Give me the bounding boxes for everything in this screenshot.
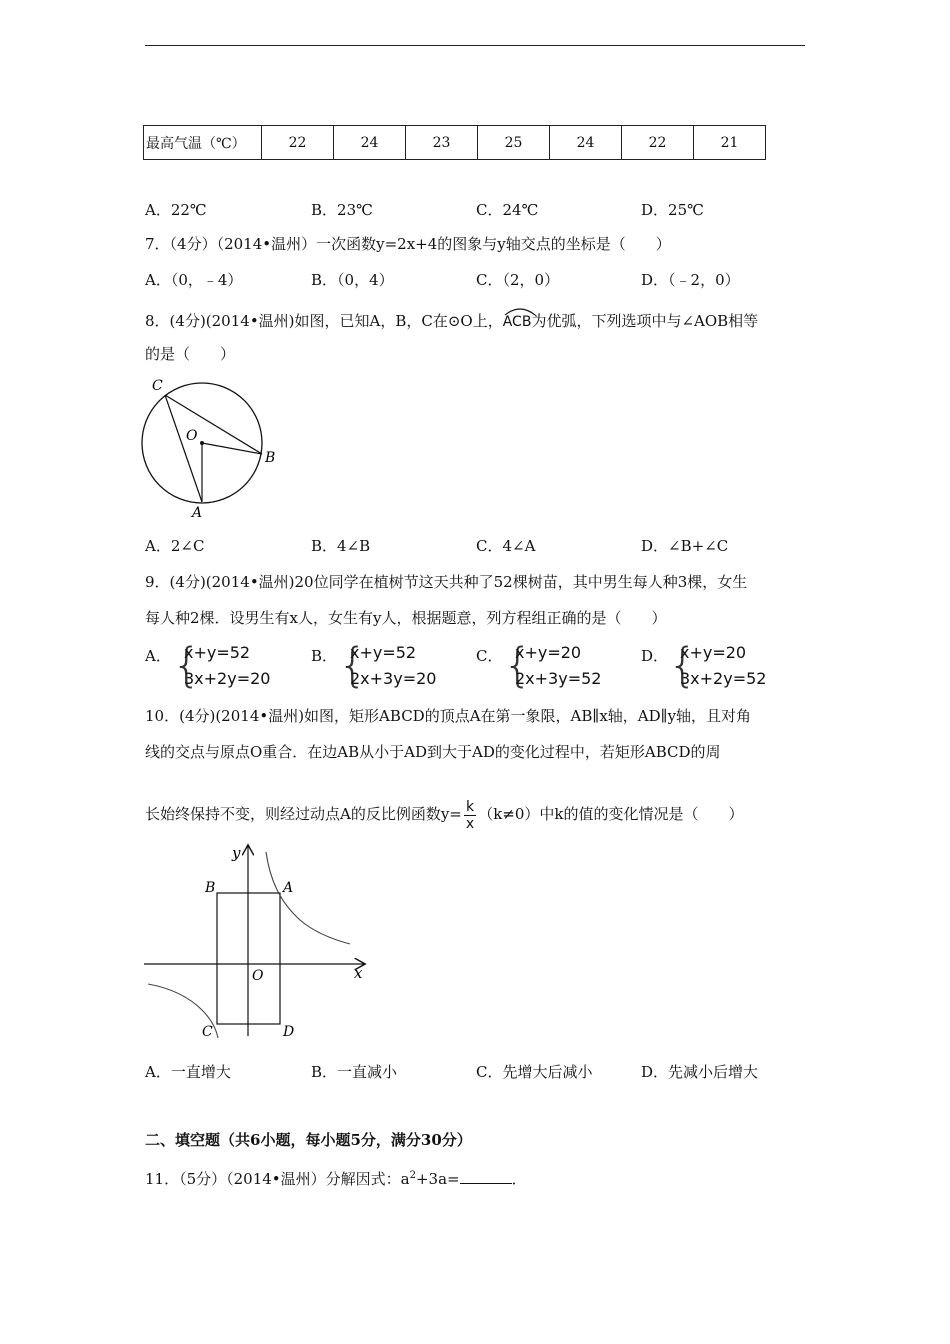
table-cell: 22 [262, 126, 334, 160]
q10-stem: 10．(4分)(2014•温州)如图，矩形ABCD的顶点A在第一象限，AB∥x轴，AD∥y轴，且对角 [145, 707, 752, 725]
label-c: C [202, 1024, 213, 1040]
table-cell: 23 [406, 126, 478, 160]
option-text: 24℃ [502, 201, 539, 219]
label-a: A [283, 880, 294, 896]
q8-stem-text: 为优弧，下列选项中与∠AOB相等 [531, 312, 759, 330]
option-letter: A． [145, 1063, 171, 1081]
q8-stem-line2: 的是（ ） [145, 345, 236, 363]
brace: { [503, 638, 533, 692]
brace: { [668, 638, 698, 692]
option-text: ∠B+∠C [668, 537, 729, 555]
option-letter: C． [476, 271, 503, 289]
label-y: y [232, 844, 241, 862]
equation-2: 2x+3y=52 [515, 669, 602, 688]
option-text: 4∠A [502, 537, 536, 555]
q6-option-d[interactable] [641, 200, 704, 220]
brace: { [338, 638, 368, 692]
option-letter: A． [145, 201, 171, 219]
option-letter: A． [145, 537, 171, 555]
equation-1: x+y=20 [515, 643, 582, 662]
q9-option-c-letter: C． [476, 647, 503, 665]
option-letter: C． [476, 537, 503, 555]
arc-label: ACB [502, 314, 532, 330]
equation-2: 2x+3y=20 [350, 669, 437, 688]
q10-option-c[interactable] [476, 1062, 593, 1082]
option-text: （﹣2，0） [668, 271, 740, 289]
fraction-k-over-x [464, 799, 476, 832]
q11-stem-text: +3a= [415, 1170, 460, 1188]
q7-option-c[interactable] [476, 270, 559, 290]
coordinate-figure [140, 840, 372, 1040]
equation-2: 3x+2y=52 [680, 669, 767, 688]
option-letter: D． [641, 271, 669, 289]
circle-figure [140, 374, 290, 524]
option-text: （0，﹣4） [170, 271, 243, 289]
answer-blank[interactable] [460, 1169, 512, 1184]
option-letter: B． [311, 537, 338, 555]
option-letter: B． [311, 271, 338, 289]
label-c: C [152, 378, 163, 394]
q7-option-d[interactable] [641, 270, 740, 290]
q10-stem-text: 长始终保持不变，则经过动点A的反比例函数y= [145, 805, 462, 823]
q9-option-d-letter: D． [641, 647, 669, 665]
section-title: 二、填空题（共6小题，每小题5分，满分30分） [145, 1131, 472, 1149]
q6-option-a[interactable] [145, 200, 207, 220]
q7-option-b[interactable] [311, 270, 394, 290]
segment-ca [165, 395, 202, 502]
q8-option-b[interactable] [311, 536, 370, 556]
label-o: O [186, 428, 198, 444]
label-b: B [265, 450, 276, 466]
center-point [200, 441, 204, 445]
option-text: 25℃ [668, 201, 704, 219]
option-letter: D． [641, 201, 669, 219]
label-a: A [192, 505, 203, 521]
option-text: 22℃ [170, 201, 207, 219]
option-text: 一直增大 [170, 1063, 231, 1081]
q8-option-c[interactable] [476, 536, 535, 556]
equation-2: 3x+2y=20 [184, 669, 271, 688]
q9-option-c[interactable] [503, 638, 613, 692]
q10-stem-line3 [145, 796, 743, 832]
arc-acb [503, 306, 532, 332]
q8-option-d[interactable] [641, 536, 728, 556]
label-o: O [252, 968, 264, 984]
option-letter: B． [311, 1063, 338, 1081]
temperature-table [143, 125, 766, 160]
q10-option-d[interactable] [641, 1062, 758, 1082]
q6-option-b[interactable] [311, 200, 373, 220]
hyperbola-branch-1 [266, 852, 350, 944]
table-header-cell: 最高气温（℃） [144, 126, 262, 160]
q9-option-d[interactable] [668, 638, 778, 692]
q10-option-b[interactable] [311, 1062, 397, 1082]
table-cell: 24 [334, 126, 406, 160]
option-text: （0，4） [337, 271, 394, 289]
q8-stem [145, 306, 758, 332]
q9-stem-line2: 每人种2棵．设男生有x人，女生有y人，根据题意，列方程组正确的是（ ） [145, 609, 667, 627]
option-text: 一直减小 [337, 1063, 398, 1081]
q10-stem-line2: 线的交点与原点O重合．在边AB从小于AD到大于AD的变化过程中，若矩形ABCD的周 [145, 743, 721, 761]
option-letter: B． [311, 201, 338, 219]
label-x: x [354, 964, 363, 982]
q7-stem: 7．（4分）（2014•温州）一次函数y=2x+4的图象与y轴交点的坐标是（ ） [145, 235, 671, 253]
equation-1: x+y=20 [680, 643, 747, 662]
q6-option-c[interactable] [476, 200, 538, 220]
option-letter: D． [641, 1063, 669, 1081]
table-cell: 22 [622, 126, 694, 160]
q9-option-a[interactable] [172, 638, 282, 692]
table-row [144, 126, 766, 160]
q11-stem-end: ． [511, 1170, 527, 1188]
q8-option-a[interactable] [145, 536, 204, 556]
option-text: 2∠C [170, 537, 205, 555]
label-b: B [205, 880, 216, 896]
option-text: 先减小后增大 [668, 1063, 759, 1081]
q11-stem [145, 1166, 527, 1189]
fraction-numerator: k [464, 799, 476, 816]
q9-stem: 9．(4分)(2014•温州)20位同学在植树节这天共种了52棵树苗，其中男生每人种3棵，女生 [145, 573, 748, 591]
option-letter: C． [476, 201, 503, 219]
superscript: 2 [409, 1170, 416, 1181]
q9-option-a-letter: A． [145, 647, 171, 665]
equation-1: x+y=52 [350, 643, 417, 662]
option-letter: C． [476, 1063, 503, 1081]
brace: { [172, 638, 202, 692]
q11-stem-text: 11．（5分）（2014•温州）分解因式：a [145, 1170, 410, 1188]
q9-option-b[interactable] [338, 638, 448, 692]
option-text: 23℃ [337, 201, 373, 219]
q10-stem-text: （k≠0）中k的值的变化情况是（ ） [478, 805, 744, 823]
fraction-denominator: x [465, 815, 475, 832]
option-letter: A． [145, 271, 171, 289]
option-text: 先增大后减小 [502, 1063, 593, 1081]
q7-option-a[interactable] [145, 270, 242, 290]
label-d: D [283, 1024, 295, 1040]
header-rule [145, 45, 805, 46]
table-cell: 25 [478, 126, 550, 160]
table-cell: 24 [550, 126, 622, 160]
option-text: 4∠B [337, 537, 371, 555]
table-cell: 21 [694, 126, 766, 160]
option-letter: D． [641, 537, 669, 555]
q9-option-b-letter: B． [311, 647, 338, 665]
q8-stem-text: 8．(4分)(2014•温州)如图，已知A，B，C在⊙O上， [145, 312, 503, 330]
q10-option-a[interactable] [145, 1062, 231, 1082]
option-text: （2，0） [502, 271, 560, 289]
equation-1: x+y=52 [184, 643, 251, 662]
